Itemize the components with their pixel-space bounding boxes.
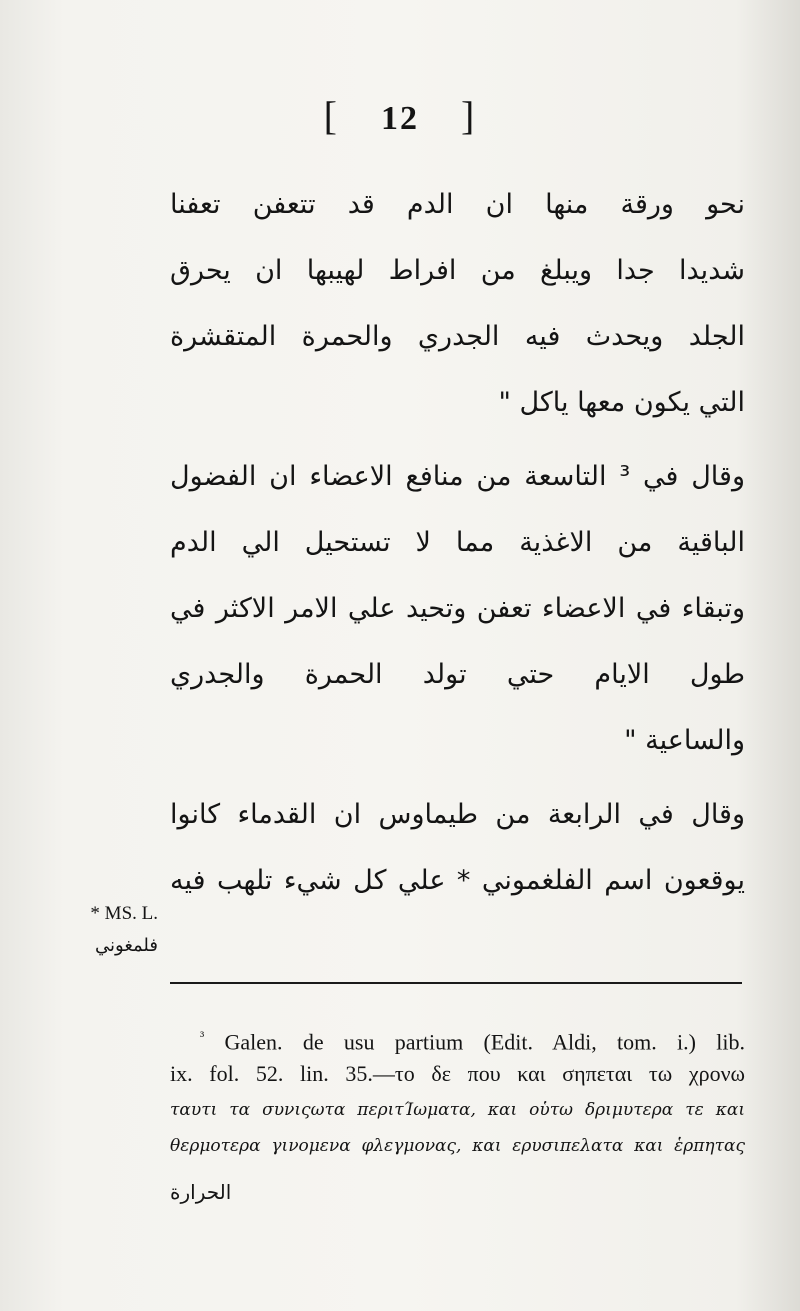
right-bracket: ]	[461, 93, 477, 138]
footnote-marker: ³	[200, 1030, 205, 1045]
arabic-main-text	[170, 172, 745, 914]
catchword-text: الحرارة	[170, 1180, 232, 1204]
footnote-greek-line: θερμοτερα γινομενα φλεγμονας, και ερυσιπελατα και ἑρπητας	[170, 1136, 745, 1156]
paragraph-gap	[170, 436, 745, 444]
arabic-line: وقال في الرابعة من طيماوس ان القدماء كانوا	[170, 799, 745, 830]
left-bracket: [	[323, 93, 339, 138]
margin-note	[40, 898, 158, 962]
arabic-line: والساعية "	[624, 725, 745, 756]
page-number: 12	[381, 100, 419, 137]
arabic-line: طول الايام حتي تولد الحمرة والجدري	[170, 659, 745, 690]
margin-note-variant: فلمغوني	[95, 935, 158, 956]
arabic-line: الباقية من الاغذية مما لا تستحيل الي الدم	[170, 527, 745, 558]
margin-note-reference: * MS. L.	[90, 903, 158, 924]
page-number-header	[0, 92, 800, 139]
arabic-line: نحو ورقة منها ان الدم قد تتعفن تعفنا	[170, 189, 745, 220]
arabic-line: وقال في ³ التاسعة من منافع الاعضاء ان الفضول	[170, 461, 745, 492]
footnote-line: ix. fol. 52. lin. 35.—το δε πoυ και σηπεται τω χρονω	[170, 1061, 745, 1086]
footnote-divider	[170, 982, 742, 984]
arabic-line: يوقعون اسم الفلغموني * علي كل شيء تلهب فيه	[170, 865, 745, 896]
footnote-text: Galen. de usu partium (Edit. Aldi, tom. i.) lib.	[224, 1029, 745, 1055]
footnote-line	[170, 1020, 745, 1056]
arabic-line: التي يكون معها ياكل "	[498, 387, 745, 418]
catchword	[170, 1170, 745, 1214]
arabic-line: شديدا جدا ويبلغ من افراط لهيبها ان يحرق	[170, 255, 745, 286]
arabic-line: الجلد ويحدث فيه الجدري والحمرة المتقشرة	[170, 321, 745, 352]
arabic-line: وتبقاء في الاعضاء تعفن وتحيد علي الامر الاكثر في	[170, 593, 745, 624]
footnote	[170, 1020, 745, 1214]
footnote-greek-line: ταυτι τα συνιςωτα περιτΊωματα, και οὑτω δριμυτερα τε και	[170, 1100, 745, 1120]
paragraph-gap	[170, 774, 745, 782]
